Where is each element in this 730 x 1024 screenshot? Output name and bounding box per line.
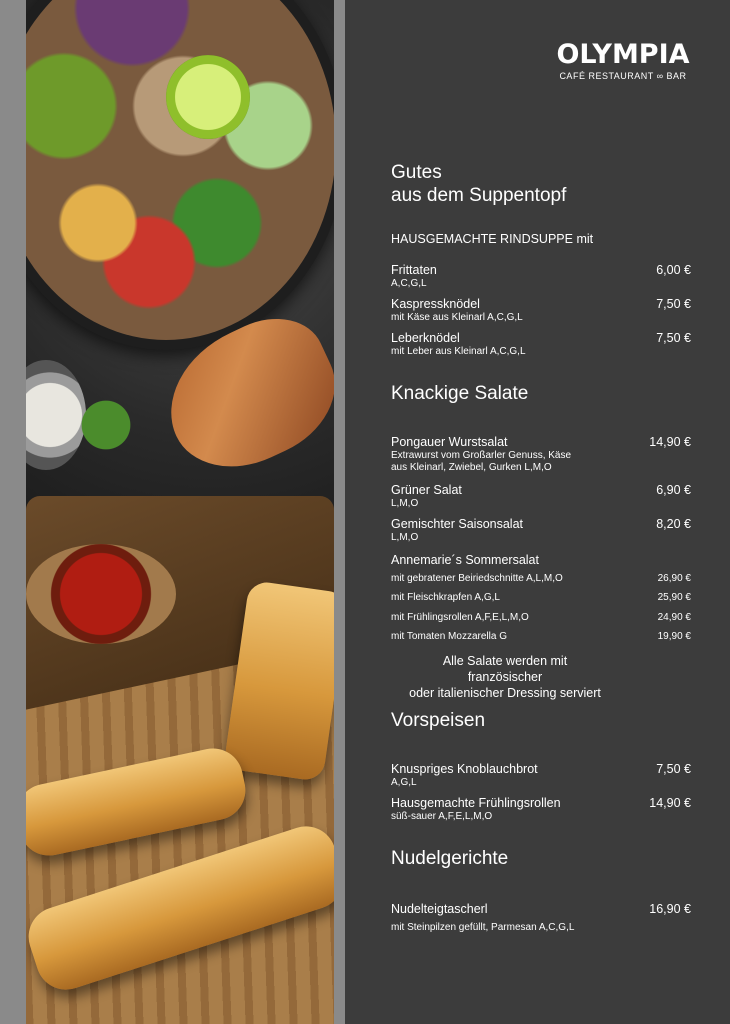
menu-item: Gemischter Saisonsalat L,M,O 8,20 € xyxy=(391,517,691,543)
menu-item: Leberknödel mit Leber aus Kleinarl A,C,G,L 7,50 € xyxy=(391,331,691,357)
item-price: 7,50 € xyxy=(656,297,691,311)
logo-tagline: CAFÉ RESTAURANT ∞ BAR xyxy=(559,71,687,81)
section-title-soup: Gutes aus dem Suppentopf xyxy=(391,162,567,206)
herb-garnish xyxy=(66,380,146,470)
menu-item: Frittaten A,C,G,L 6,00 € xyxy=(391,263,691,289)
salad-variant: mit Frühlingsrollen A,F,E,L,M,O 24,90 € xyxy=(391,612,691,623)
salad-variant: mit Tomaten Mozzarella G 19,90 € xyxy=(391,631,691,642)
salad-bowl-photo xyxy=(26,0,334,528)
item-price: 6,00 € xyxy=(656,263,691,277)
menu-item: Pongauer Wurstsalat Extrawurst vom Großarler Genuss, Käse aus Kleinarl, Zwiebel, Gurken L,M,O 14,90 € xyxy=(391,435,691,473)
olympia-logo xyxy=(548,40,698,81)
item-price: 16,90 € xyxy=(649,902,691,916)
item-price: 19,90 € xyxy=(657,631,691,642)
salad-variant: mit gebratener Beiriedschnitte A,L,M,O 26,90 € xyxy=(391,573,691,584)
sweet-sour-dip xyxy=(26,544,176,644)
menu-item: Hausgemachte Frühlingsrollen süß-sauer A,F,E,L,M,O 14,90 € xyxy=(391,796,691,822)
soup-subtitle: HAUSGEMACHTE RINDSUPPE mit xyxy=(391,232,594,246)
item-price: 6,90 € xyxy=(656,483,691,497)
salad-variant: mit Fleischkrapfen A,G,L 25,90 € xyxy=(391,592,691,603)
spring-roll xyxy=(223,580,334,782)
item-price: 24,90 € xyxy=(657,612,691,623)
menu-item: Kaspressknödel mit Käse aus Kleinarl A,C,G,L 7,50 € xyxy=(391,297,691,323)
item-price: 14,90 € xyxy=(649,796,691,810)
menu-item: Knuspriges Knoblauchbrot A,G,L 7,50 € xyxy=(391,762,691,788)
item-price: 26,90 € xyxy=(657,573,691,584)
dressing-note: Alle Salate werden mit französischer oder italienischer Dressing serviert xyxy=(409,654,601,700)
bowl xyxy=(26,0,334,350)
item-price: 7,50 € xyxy=(656,331,691,345)
special-salad-title: Annemarie´s Sommersalat xyxy=(391,553,539,567)
item-price: 25,90 € xyxy=(657,592,691,603)
logo-name: OLYMPIA xyxy=(556,39,690,70)
item-price: 7,50 € xyxy=(656,762,691,776)
section-title-salads: Knackige Salate xyxy=(391,383,529,404)
item-price: 8,20 € xyxy=(656,517,691,531)
section-title-pasta: Nudelgerichte xyxy=(391,848,509,869)
lime-slice xyxy=(166,55,250,139)
photo-column xyxy=(0,0,345,1024)
spring-rolls-photo xyxy=(26,496,334,1024)
section-title-starters: Vorspeisen xyxy=(391,710,486,731)
menu-item: Grüner Salat L,M,O 6,90 € xyxy=(391,483,691,509)
menu-item: Nudelteigtascherl mit Steinpilzen gefüllt, Parmesan A,C,G,L 16,90 € xyxy=(391,902,691,933)
item-price: 14,90 € xyxy=(649,435,691,449)
